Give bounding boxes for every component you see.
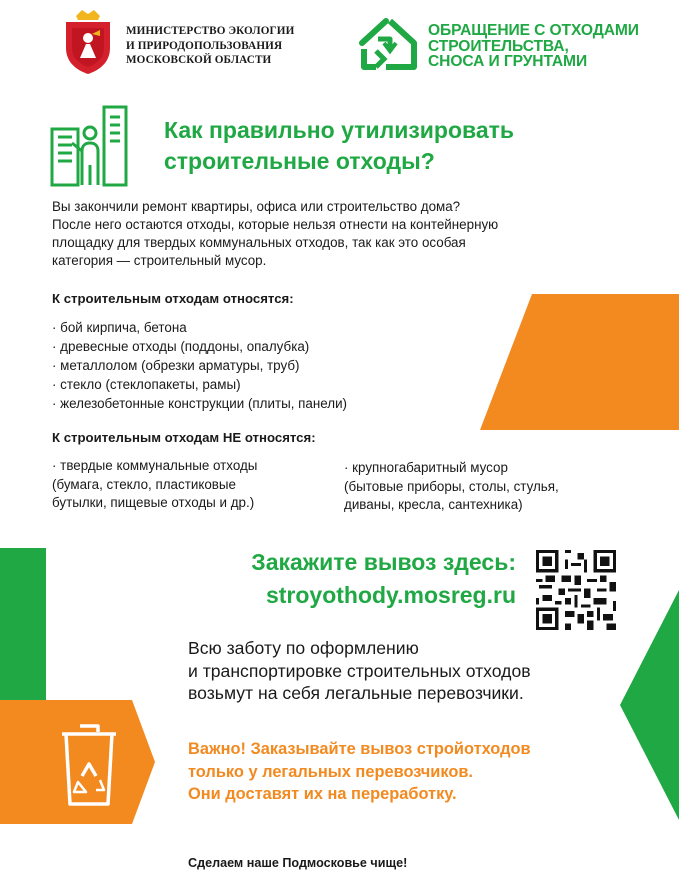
recycle-bin-icon (58, 718, 120, 808)
program-title-line: ОБРАЩЕНИЕ С ОТХОДАМИ (428, 22, 639, 39)
excluded-line: · крупногабаритный мусор (344, 460, 508, 475)
order-title (196, 546, 516, 612)
order-title-line: Закажите вывоз здесь: (251, 549, 516, 575)
program-title-line: СНОСА И ГРУНТАМИ (428, 53, 588, 70)
list-item: · стекло (стеклопакеты, рамы) (52, 377, 241, 392)
important-line: только у легальных перевозчиков. (188, 762, 473, 781)
care-line: и транспортировке строительных отходов (188, 660, 531, 681)
page-title-line: Как правильно утилизировать (164, 117, 515, 143)
building-worker-icon (50, 103, 130, 187)
care-line: возьмут на себя легальные перевозчики. (188, 683, 524, 703)
ministry-line: МОСКОВСКОЙ ОБЛАСТИ (126, 54, 272, 66)
page-title (164, 115, 644, 177)
program-title (428, 23, 668, 70)
important-line: Они доставят их на переработку. (188, 785, 457, 803)
excluded-line: · твердые коммунальные отходы (52, 458, 258, 473)
included-heading: К строительным отходам относятся: (52, 291, 294, 306)
excluded-line: диваны, кресла, сантехника) (344, 497, 523, 512)
excluded-item-household (52, 457, 332, 513)
care-line: Всю заботу по оформлению (188, 638, 419, 658)
intro-line: категория — строительный мусор. (52, 253, 267, 268)
excluded-line: бутылки, пищевые отходы и др.) (52, 495, 255, 510)
included-list (52, 318, 452, 413)
excluded-line: (бумага, стекло, пластиковые (52, 476, 236, 492)
intro-line: площадку для твердых коммунальных отходов, так как это особая (52, 235, 466, 250)
ministry-line: МИНИСТЕРСТВО ЭКОЛОГИИ (126, 25, 295, 37)
orange-parallelogram-shape (480, 294, 679, 430)
green-right-shape (620, 590, 679, 820)
ministry-name (126, 24, 306, 68)
page-title-line: строительные отходы? (164, 148, 435, 174)
intro-line: После него остаются отходы, которые нельзя отнести на контейнерную (52, 217, 499, 232)
ministry-line: И ПРИРОДОПОЛЬЗОВАНИЯ (126, 39, 283, 52)
list-item: · железобетонные конструкции (плиты, панели) (52, 396, 348, 411)
order-link[interactable]: stroyothody.mosreg.ru (265, 582, 516, 608)
excluded-line: (бытовые приборы, столы, стулья, (344, 478, 559, 494)
care-text (188, 637, 628, 705)
excluded-heading: К строительным отходам НЕ относятся: (52, 430, 316, 445)
coat-of-arms-icon (62, 8, 114, 74)
program-title-line: СТРОИТЕЛЬСТВА, (428, 37, 569, 55)
slogan: Сделаем наше Подмосковье чище! (188, 856, 408, 870)
recycle-house-icon (356, 17, 420, 71)
list-item: · бой кирпича, бетона (52, 320, 187, 335)
important-notice (188, 738, 628, 806)
important-line: Важно! Заказывайте вывоз стройотходов (188, 740, 531, 758)
qr-code-icon[interactable] (536, 550, 616, 630)
excluded-item-bulky (344, 459, 644, 515)
intro-paragraph (52, 198, 612, 270)
list-item: · металлолом (обрезки арматуры, труб) (52, 358, 300, 373)
intro-line: Вы закончили ремонт квартиры, офиса или строительство дома? (52, 199, 461, 214)
list-item: · древесные отходы (поддоны, опалубка) (52, 339, 310, 354)
